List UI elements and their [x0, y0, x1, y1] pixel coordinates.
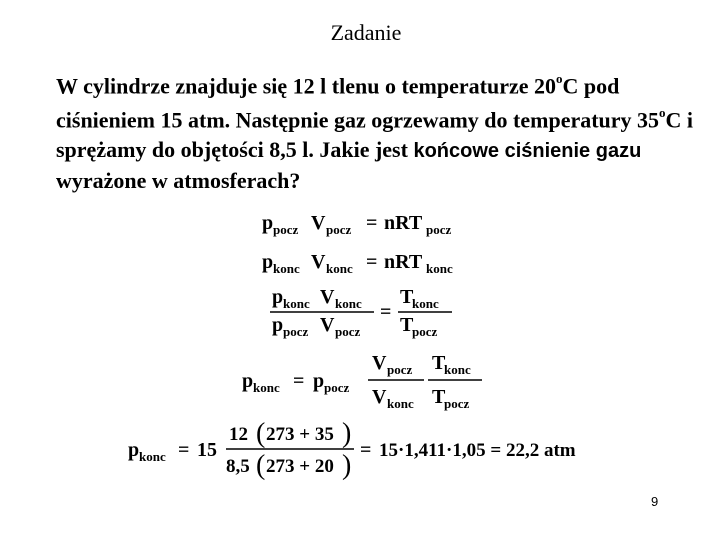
equation-1 — [262, 212, 452, 237]
equation-3 — [270, 286, 452, 339]
svg-text:p: p — [272, 314, 284, 336]
svg-text:(: ( — [256, 418, 266, 449]
svg-text:pocz: pocz — [273, 222, 299, 237]
svg-text:konc: konc — [412, 296, 439, 311]
svg-text:p: p — [128, 439, 140, 461]
svg-text:12: 12 — [229, 424, 248, 445]
svg-text:15·1,411·1,05 = 22,2 atm: 15·1,411·1,05 = 22,2 atm — [379, 440, 576, 461]
svg-text:konc: konc — [444, 362, 471, 377]
svg-text:V: V — [372, 386, 387, 408]
svg-text:konc: konc — [253, 380, 280, 395]
svg-text:V: V — [320, 286, 335, 308]
svg-text:T: T — [432, 352, 446, 374]
svg-text:=: = — [178, 439, 190, 461]
svg-text:=: = — [360, 439, 372, 461]
svg-text:pocz: pocz — [426, 222, 452, 237]
svg-text:konc: konc — [283, 296, 310, 311]
svg-text:konc: konc — [426, 261, 453, 276]
problem-text: W cylindrze znajduje się 12 l tlenu o temperaturze 20$^o$C pod ciśnieniem 15 atm. Następnie gaz ogrzewamy do temperatury 35$^o$C i sprężamy do objętości 8,5 l. Jakie jest końcowe ciśnienie gazu wyrażone w atmosferach? — [56, 71, 694, 193]
svg-text:): ) — [342, 450, 352, 481]
svg-text:pocz: pocz — [444, 396, 470, 411]
svg-text:273 + 35: 273 + 35 — [266, 424, 334, 445]
svg-text:pocz: pocz — [324, 380, 350, 395]
svg-text:p: p — [242, 370, 254, 392]
svg-text:pocz: pocz — [387, 362, 413, 377]
svg-text:(: ( — [256, 450, 266, 481]
page-number: 9 — [651, 494, 659, 509]
svg-text:T: T — [400, 286, 414, 308]
svg-text:T: T — [400, 314, 414, 336]
svg-text:=: = — [380, 301, 392, 323]
svg-text:p: p — [262, 251, 274, 273]
slide-title: Zadanie — [330, 20, 402, 45]
svg-text:V: V — [311, 212, 326, 234]
equation-2 — [262, 251, 453, 276]
svg-text:=: = — [366, 212, 378, 234]
svg-text:konc: konc — [273, 261, 300, 276]
svg-text:8,5: 8,5 — [226, 456, 250, 477]
svg-text:273 + 20: 273 + 20 — [266, 456, 334, 477]
svg-text:konc: konc — [335, 296, 362, 311]
svg-text:konc: konc — [387, 396, 414, 411]
svg-text:konc: konc — [326, 261, 353, 276]
svg-text:=: = — [366, 251, 378, 273]
svg-text:nRT: nRT — [384, 251, 423, 273]
svg-text:V: V — [311, 251, 326, 273]
svg-text:p: p — [262, 212, 274, 234]
svg-text:p: p — [313, 370, 325, 392]
svg-text:): ) — [342, 418, 352, 449]
svg-text:15: 15 — [197, 439, 217, 461]
svg-text:p: p — [272, 286, 284, 308]
svg-text:V: V — [320, 314, 335, 336]
equation-5 — [128, 418, 576, 481]
svg-text:konc: konc — [139, 449, 166, 464]
svg-text:=: = — [293, 370, 305, 392]
equation-4 — [242, 352, 482, 411]
svg-text:pocz: pocz — [412, 324, 438, 339]
svg-text:pocz: pocz — [283, 324, 309, 339]
svg-text:nRT: nRT — [384, 212, 423, 234]
svg-text:pocz: pocz — [326, 222, 352, 237]
svg-text:pocz: pocz — [335, 324, 361, 339]
svg-text:V: V — [372, 352, 387, 374]
svg-text:T: T — [432, 386, 446, 408]
